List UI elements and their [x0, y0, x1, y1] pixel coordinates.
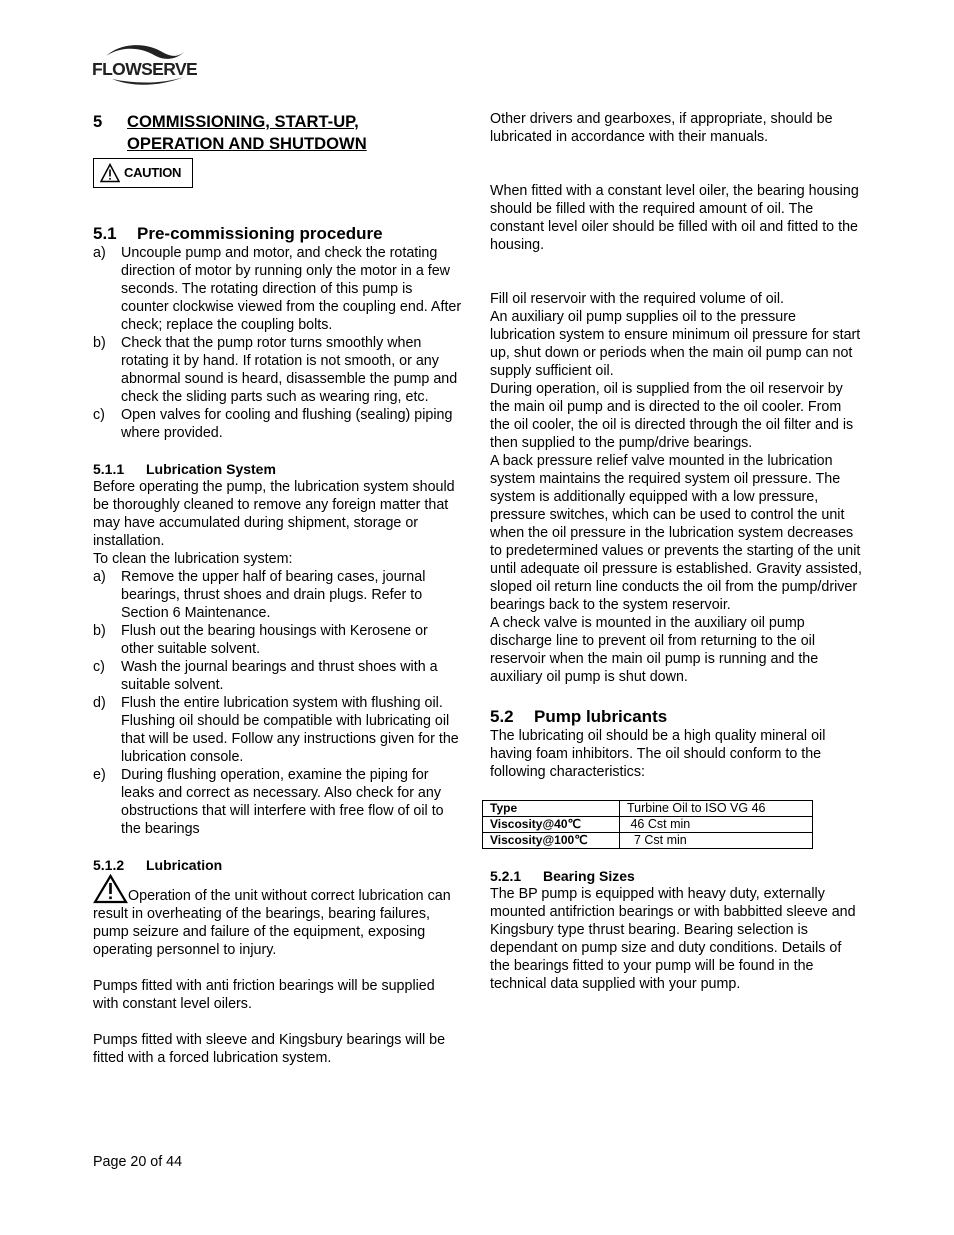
paragraph: Fill oil reservoir with the required volume of oil. — [490, 291, 784, 307]
list-marker: d) — [93, 695, 106, 711]
list-marker: a) — [93, 245, 106, 261]
section-title: Pump lubricants — [534, 707, 668, 726]
paragraph: During operation, oil is supplied from the oil reservoir by the main oil pump and is directed to the oil cooler. From the oil cooler, the oil is directed through the oil filter and is then supplied to the pump/drive bearings. — [490, 381, 854, 451]
section-5-1-2-heading — [93, 856, 463, 874]
section-number: 5.2 — [490, 707, 514, 726]
table-key: Viscosity@40℃ — [483, 817, 620, 833]
list-marker: c) — [93, 407, 105, 423]
paragraph: The lubricating oil should be a high quality mineral oil having foam inhibitors. The oil should conform to the following characteristics: — [490, 728, 826, 780]
table-row — [483, 833, 813, 849]
paragraph: A check valve is mounted in the auxiliary oil pump discharge line to prevent oil from returning to the oil reservoir when the main oil pump is running and the auxiliary oil pump is shut down. — [490, 615, 819, 685]
caution-box — [93, 158, 193, 188]
list-text: Flush out the bearing housings with Kerosene or other suitable solvent. — [121, 623, 428, 657]
section-title: Lubrication System — [146, 461, 276, 477]
section-title: Lubrication — [146, 857, 223, 873]
section-number: 5.2.1 — [490, 868, 522, 884]
warning-text: Operation of the unit without correct lubrication can result in overheating of the bearings, bearing failures, pump seizure and failure of the equipment, exposing operating personnel to injury. — [93, 888, 451, 958]
list-marker: e) — [93, 767, 106, 783]
list-item — [93, 568, 463, 622]
list-item — [93, 406, 463, 442]
list-text: Wash the journal bearings and thrust shoes with a suitable solvent. — [121, 659, 438, 693]
list-marker: c) — [93, 659, 105, 675]
list-marker: a) — [93, 569, 106, 585]
list-text: Uncouple pump and motor, and check the rotating direction of motor by running only the motor in a few seconds. The rotating direction of this pump is counter clockwise viewed from the coupling end. After check; replace the coupling bolts. — [121, 245, 462, 333]
svg-text:FLOWSERVE: FLOWSERVE — [92, 59, 198, 79]
list-text: Open valves for cooling and flushing (sealing) piping where provided. — [121, 407, 453, 441]
oil-properties-table — [482, 800, 813, 849]
paragraph: Pumps fitted with sleeve and Kingsbury bearings will be fitted with a forced lubrication system. — [93, 1032, 446, 1066]
logo-swoosh-icon — [92, 44, 207, 86]
list-item — [93, 658, 463, 694]
right-column — [490, 110, 862, 993]
caution-label: CAUTION — [124, 165, 182, 180]
section-number: 5.1.1 — [93, 461, 125, 477]
section-5-1-heading — [93, 224, 463, 244]
left-column — [93, 111, 463, 1067]
list-item — [93, 334, 463, 406]
paragraph: When fitted with a constant level oiler, the bearing housing should be filled with the required amount of oil. The constant level oiler should be filled with oil and fitted to the housing. — [490, 183, 859, 253]
section-number: 5 — [93, 112, 103, 131]
list-marker: b) — [93, 335, 106, 351]
section-5-2-heading — [490, 707, 862, 727]
list-item — [93, 694, 463, 766]
warning-paragraph — [93, 874, 463, 959]
section-5-heading — [93, 111, 463, 155]
section-title: Pre-commissioning procedure — [137, 224, 383, 243]
section-number: 5.1.2 — [93, 857, 125, 873]
list-text: Remove the upper half of bearing cases, journal bearings, thrust shoes and drain plugs. Refer to Section 6 Maintenance. — [121, 569, 426, 621]
section-title-line-1: COMMISSIONING, START-UP, — [127, 112, 359, 131]
list-text: Check that the pump rotor turns smoothly when rotating it by hand. If rotation is not smooth, or any abnormal sound is heard, disassemble the pump and check the sliding parts such as wearing ring, etc. — [121, 335, 458, 405]
section-number: 5.1 — [93, 224, 117, 243]
table-key: Viscosity@100℃ — [483, 833, 620, 849]
page-number: Page 20 of 44 — [93, 1154, 183, 1170]
list-item — [93, 766, 463, 838]
list-marker: b) — [93, 623, 106, 639]
paragraph: The BP pump is equipped with heavy duty, externally mounted antifriction bearings or with babbitted sleeve and Kingsbury type thrust bearing. Bearing selection is dependant on pump size and duty conditions. Details of the bearings fitted to your pump will be found in the technical data supplied with your pump. — [490, 886, 856, 992]
section-title-line-2: OPERATION AND SHUTDOWN — [127, 134, 367, 153]
paragraph: Before operating the pump, the lubrication system should be thoroughly cleaned to remove any foreign matter that may have accumulated during shipment, storage or installation. — [93, 479, 455, 549]
paragraph: An auxiliary oil pump supplies oil to the pressure lubrication system to ensure minimum oil pressure for start up, shut down or periods when the main oil pump can not supply sufficient oil. — [490, 309, 861, 379]
paragraph: Pumps fitted with anti friction bearings will be supplied with constant level oilers. — [93, 978, 435, 1012]
table-key: Type — [483, 801, 620, 817]
list-item — [93, 622, 463, 658]
paragraph: To clean the lubrication system: — [93, 551, 293, 567]
section-5-1-1-heading — [93, 460, 463, 478]
warning-triangle-icon — [100, 163, 120, 183]
list-text: Flush the entire lubrication system with flushing oil. Flushing oil should be compatible with lubricating oil that will be used. Follow any instructions given for the lubrication console. — [121, 695, 459, 765]
list-text: During flushing operation, examine the piping for leaks and correct as necessary. Also check for any obstructions that will interfere with free flow of oil to the bearings — [121, 767, 444, 837]
section-5-2-1-heading — [490, 867, 862, 885]
section-title — [127, 111, 367, 155]
table-value: 7 Cst min — [620, 833, 813, 849]
flowserve-logo — [92, 44, 207, 84]
section-title: Bearing Sizes — [543, 868, 635, 884]
warning-triangle-icon — [93, 874, 128, 904]
paragraph: Other drivers and gearboxes, if appropriate, should be lubricated in accordance with their manuals. — [490, 111, 833, 145]
list-item — [93, 244, 463, 334]
paragraph: A back pressure relief valve mounted in the lubrication system maintains the required system oil pressure. The system is additionally equipped with a low pressure, pressure switches, which can be used to control the unit when the oil pressure in the lubrication system decreases to predetermined values or prevents the starting of the unit until adequate oil pressure is established. Gravity assisted, sloped oil return line conducts the oil from the pump/driver bearings back to the system reservoir. — [490, 453, 862, 613]
table-row — [483, 801, 813, 817]
table-value: Turbine Oil to ISO VG 46 — [620, 801, 813, 817]
table-value: 46 Cst min — [620, 817, 813, 833]
table-row — [483, 817, 813, 833]
